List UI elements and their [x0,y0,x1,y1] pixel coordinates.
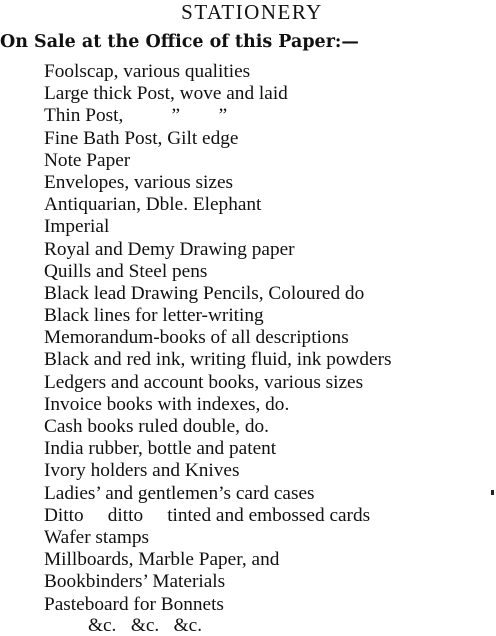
list-item: Ditto ditto tinted and embossed cards [44,504,371,526]
stationery-list [44,61,392,616]
list-item: Black lines for letter-writing [44,305,264,327]
print-speck [491,490,494,495]
list-item: Bookbinders’ Materials [44,571,226,593]
list-item: Thin Post, ” ” [44,105,228,127]
list-item: Invoice books with indexes, do. [44,393,290,415]
list-item: Ledgers and account books, various sizes [44,371,364,393]
closing-etcetera: &c. &c. &c. [88,615,203,636]
page-title: STATIONERY [181,0,323,24]
list-item: Black and red ink, writing fluid, ink powders [44,349,392,371]
list-item: Wafer stamps [44,526,149,548]
list-item: Cash books ruled double, do. [44,416,269,437]
list-item: Quills and Steel pens [44,260,208,282]
list-item: Millboards, Marble Paper, and [44,549,280,571]
list-item: Black lead Drawing Pencils, Coloured do [44,282,365,304]
list-item: Memorandum-books of all descriptions [44,327,349,349]
list-item: Pasteboard for Bonnets [44,593,224,615]
list-item: Envelopes, various sizes [44,171,234,193]
list-item: Fine Bath Post, Gilt edge [44,127,239,149]
list-item: Foolscap, various qualities [44,61,251,82]
list-item: Large thick Post, wove and laid [44,83,288,105]
list-item: Royal and Demy Drawing paper [44,238,295,260]
sale-notice: On Sale at the Office of this Paper:— [0,32,359,52]
list-item: Note Paper [44,149,131,171]
list-item: Imperial [44,216,110,238]
list-item: Ladies’ and gentlemen’s card cases [44,482,315,504]
list-item: Antiquarian, Dble. Elephant [44,194,262,216]
list-item: India rubber, bottle and patent [44,438,277,460]
list-item: Ivory holders and Knives [44,460,240,482]
